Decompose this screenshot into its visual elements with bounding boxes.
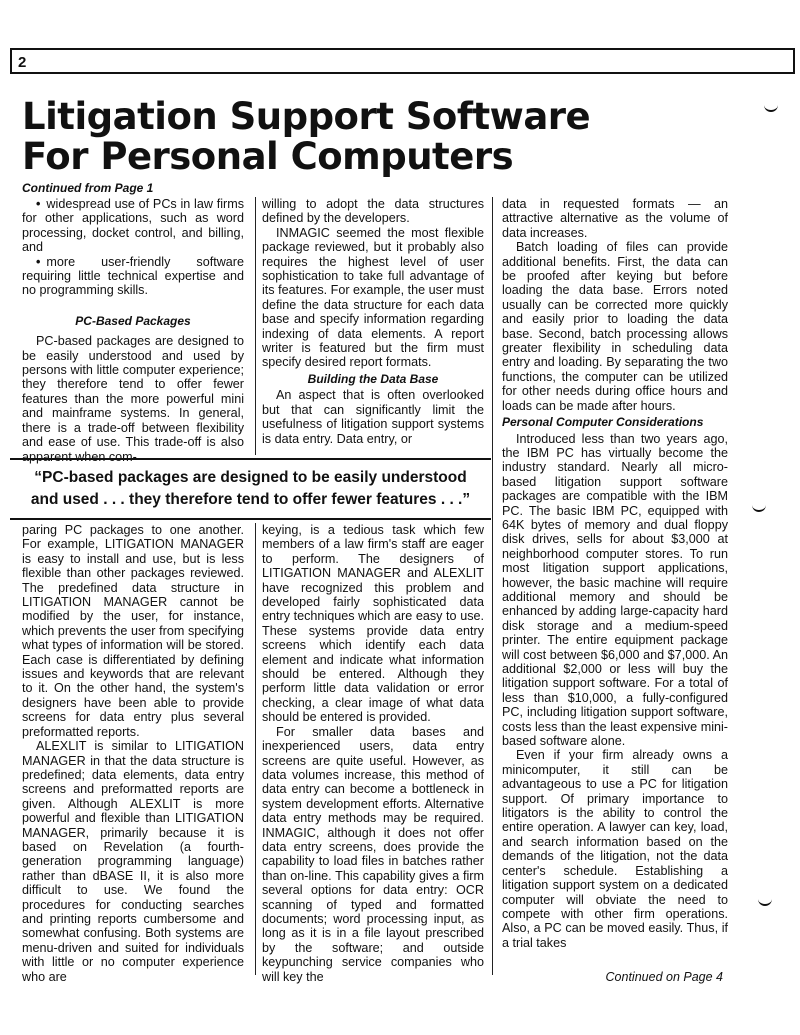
binding-hole-mark: [758, 896, 772, 906]
bullet-item: • more user-friendly software requiring little technical expertise and no programming skills.: [22, 255, 244, 298]
paragraph: PC-based packages are designed to be easily understood and used by persons with little computer experience; they therefore tend to offer fewer features than the more powerful mini and mainframe systems. In general, there is a trade-off between flexibility and ease of use. This trade-off is also apparent when com-: [22, 334, 244, 464]
column-rule: [255, 197, 256, 455]
page-number: 2: [18, 54, 27, 71]
pull-quote-line-1: “PC-based packages are designed to be easily understood: [34, 469, 467, 486]
paragraph: For smaller data bases and inexperienced users, data entry screens are quite useful. However, as data volumes increase, this method of data entry can become a bottleneck in system development efforts. Alternative data entry methods may be required. INMAGIC, although it does not offer data entry screens, does provide the capability to load files in batches rather than on-line. This capability gives a firm several options for data entry: OCR scanning of typed and formatted documents; word processing input, as long as it is in a file layout prescribed by the software; and outside keypunching service companies who will key the: [262, 724, 484, 984]
continued-on: Continued on Page 4: [605, 970, 723, 984]
paragraph: Batch loading of files can provide additional benefits. First, the data can be proofed after keying but before loading the data base. Errors noted usually can be corrected more quickly and easily prior to loading the data base. Second, batch processing allows greater flexibility in scheduling data entry and loading. By separating the two functions, the computer can be utilized for other needs during office hours and loads can be made after hours.: [502, 240, 728, 413]
column-3: [502, 197, 728, 950]
continued-from: Continued from Page 1: [22, 181, 154, 195]
column-2-bottom: [262, 523, 484, 984]
paragraph: An aspect that is often overlooked but that can significantly limit the usefulness of litigation support systems is data entry. Data entry, or: [262, 388, 484, 446]
pull-quote: [10, 458, 491, 520]
column-rule: [492, 197, 493, 975]
header-rule: [10, 72, 793, 74]
section-heading: Building the Data Base: [307, 371, 439, 386]
paragraph: INMAGIC seemed the most flexible package reviewed, but it probably also requires the highest level of user sophistication to take full advantage of its features. For example, the user must define the data structure for each data base and specify information regarding indexing of data elements. A report writer is featured but the firm must specify desired report formats.: [262, 225, 484, 370]
title-line-1: Litigation Support Software: [22, 95, 591, 138]
paragraph: keying, is a tedious task which few members of a law firm's staff are eager to perform. The designers of LITIGATION MANAGER and ALEXLIT have recognized this problem and developed fairly sophisticated data entry techniques which are easy to use. These systems provide data entry screens which identify each data element and indicate what information should be entered. Although they perform little data validation or error checking, a clear image of what data should be entered is provided.: [262, 523, 484, 725]
section-heading: PC-Based Packages: [75, 313, 191, 328]
paragraph: willing to adopt the data structures defined by the developers.: [262, 197, 484, 226]
bullet-item: • widespread use of PCs in law firms for other applications, such as word processing, docket control, and billing, and: [22, 197, 244, 255]
paragraph: data in requested formats — an attractive alternative as the volume of data increases.: [502, 197, 728, 240]
column-2-top: [262, 197, 484, 446]
column-rule: [255, 523, 256, 975]
paragraph: Even if your firm already owns a minicomputer, it still can be advantageous to use a PC for litigation support. Of primary importance to litigators is the ability to control the entire operation. A lawyer can key, load, and search information based on the demands of the litigation, not the data center's schedule. Establishing a litigation support system on a dedicated computer will obviate the need to compete with other firm operations. Also, a PC can be moved easily. Thus, if a trial takes: [502, 748, 728, 950]
binding-hole-mark: [752, 502, 766, 512]
title-line-2: For Personal Computers: [22, 135, 514, 178]
section-heading: Personal Computer Considerations: [502, 415, 704, 430]
column-1-bottom: [22, 523, 244, 984]
paragraph: ALEXLIT is similar to LITIGATION MANAGER in that the data structure is predefined; data elements, data entry screens and preformatted reports are given. Although ALEXLIT is more powerful and flexible than LITIGATION MANAGER, primarily because it is based on Revelation (a fourth-generation programming language) rather than dBASE II, it is also more difficult to use. We found the procedures for conducting searches and printing reports cumbersome and somewhat confusing. Both systems are menu-driven and suited for individuals with little or no computer experience who are: [22, 739, 244, 984]
paragraph: Introduced less than two years ago, the IBM PC has virtually become the industry standard. Nearly all micro-based litigation support software packages are compatible with the IBM PC. The basic IBM PC, equipped with 64K bytes of memory and dual floppy disk drives, sells for about $3,000 at neighborhood computer stores. To run most litigation support applications, however, the basic machine will require additional memory and should be enhanced by adding large-capacity hard disk storage and a medium-speed printer. The entire equipment package will cost between $6,000 and $7,000. An additional $2,000 or less will buy the litigation support software. For a total of less than $10,000, a fully-configured PC, including litigation support software, costs less than the least expensive mini-based software alone.: [502, 431, 728, 749]
article-title: [22, 97, 590, 177]
pull-quote-line-2: and used . . . they therefore tend to offer fewer features . . .”: [30, 491, 471, 508]
column-1-top: [22, 197, 244, 464]
binding-hole-mark: [764, 102, 778, 112]
paragraph: paring PC packages to one another. For example, LITIGATION MANAGER is easy to install and use, but is less flexible than other packages reviewed. The predefined data structure in LITIGATION MANAGER cannot be modified by the user, for instance, which prevents the user from specifying what types of information will be stored. Each case is differentiated by defining issues and keywords that are relevant to it. On the other hand, the system's designers have been able to provide screens for data entry plus several preformatted reports.: [22, 523, 244, 739]
page-header-box: [10, 48, 795, 74]
